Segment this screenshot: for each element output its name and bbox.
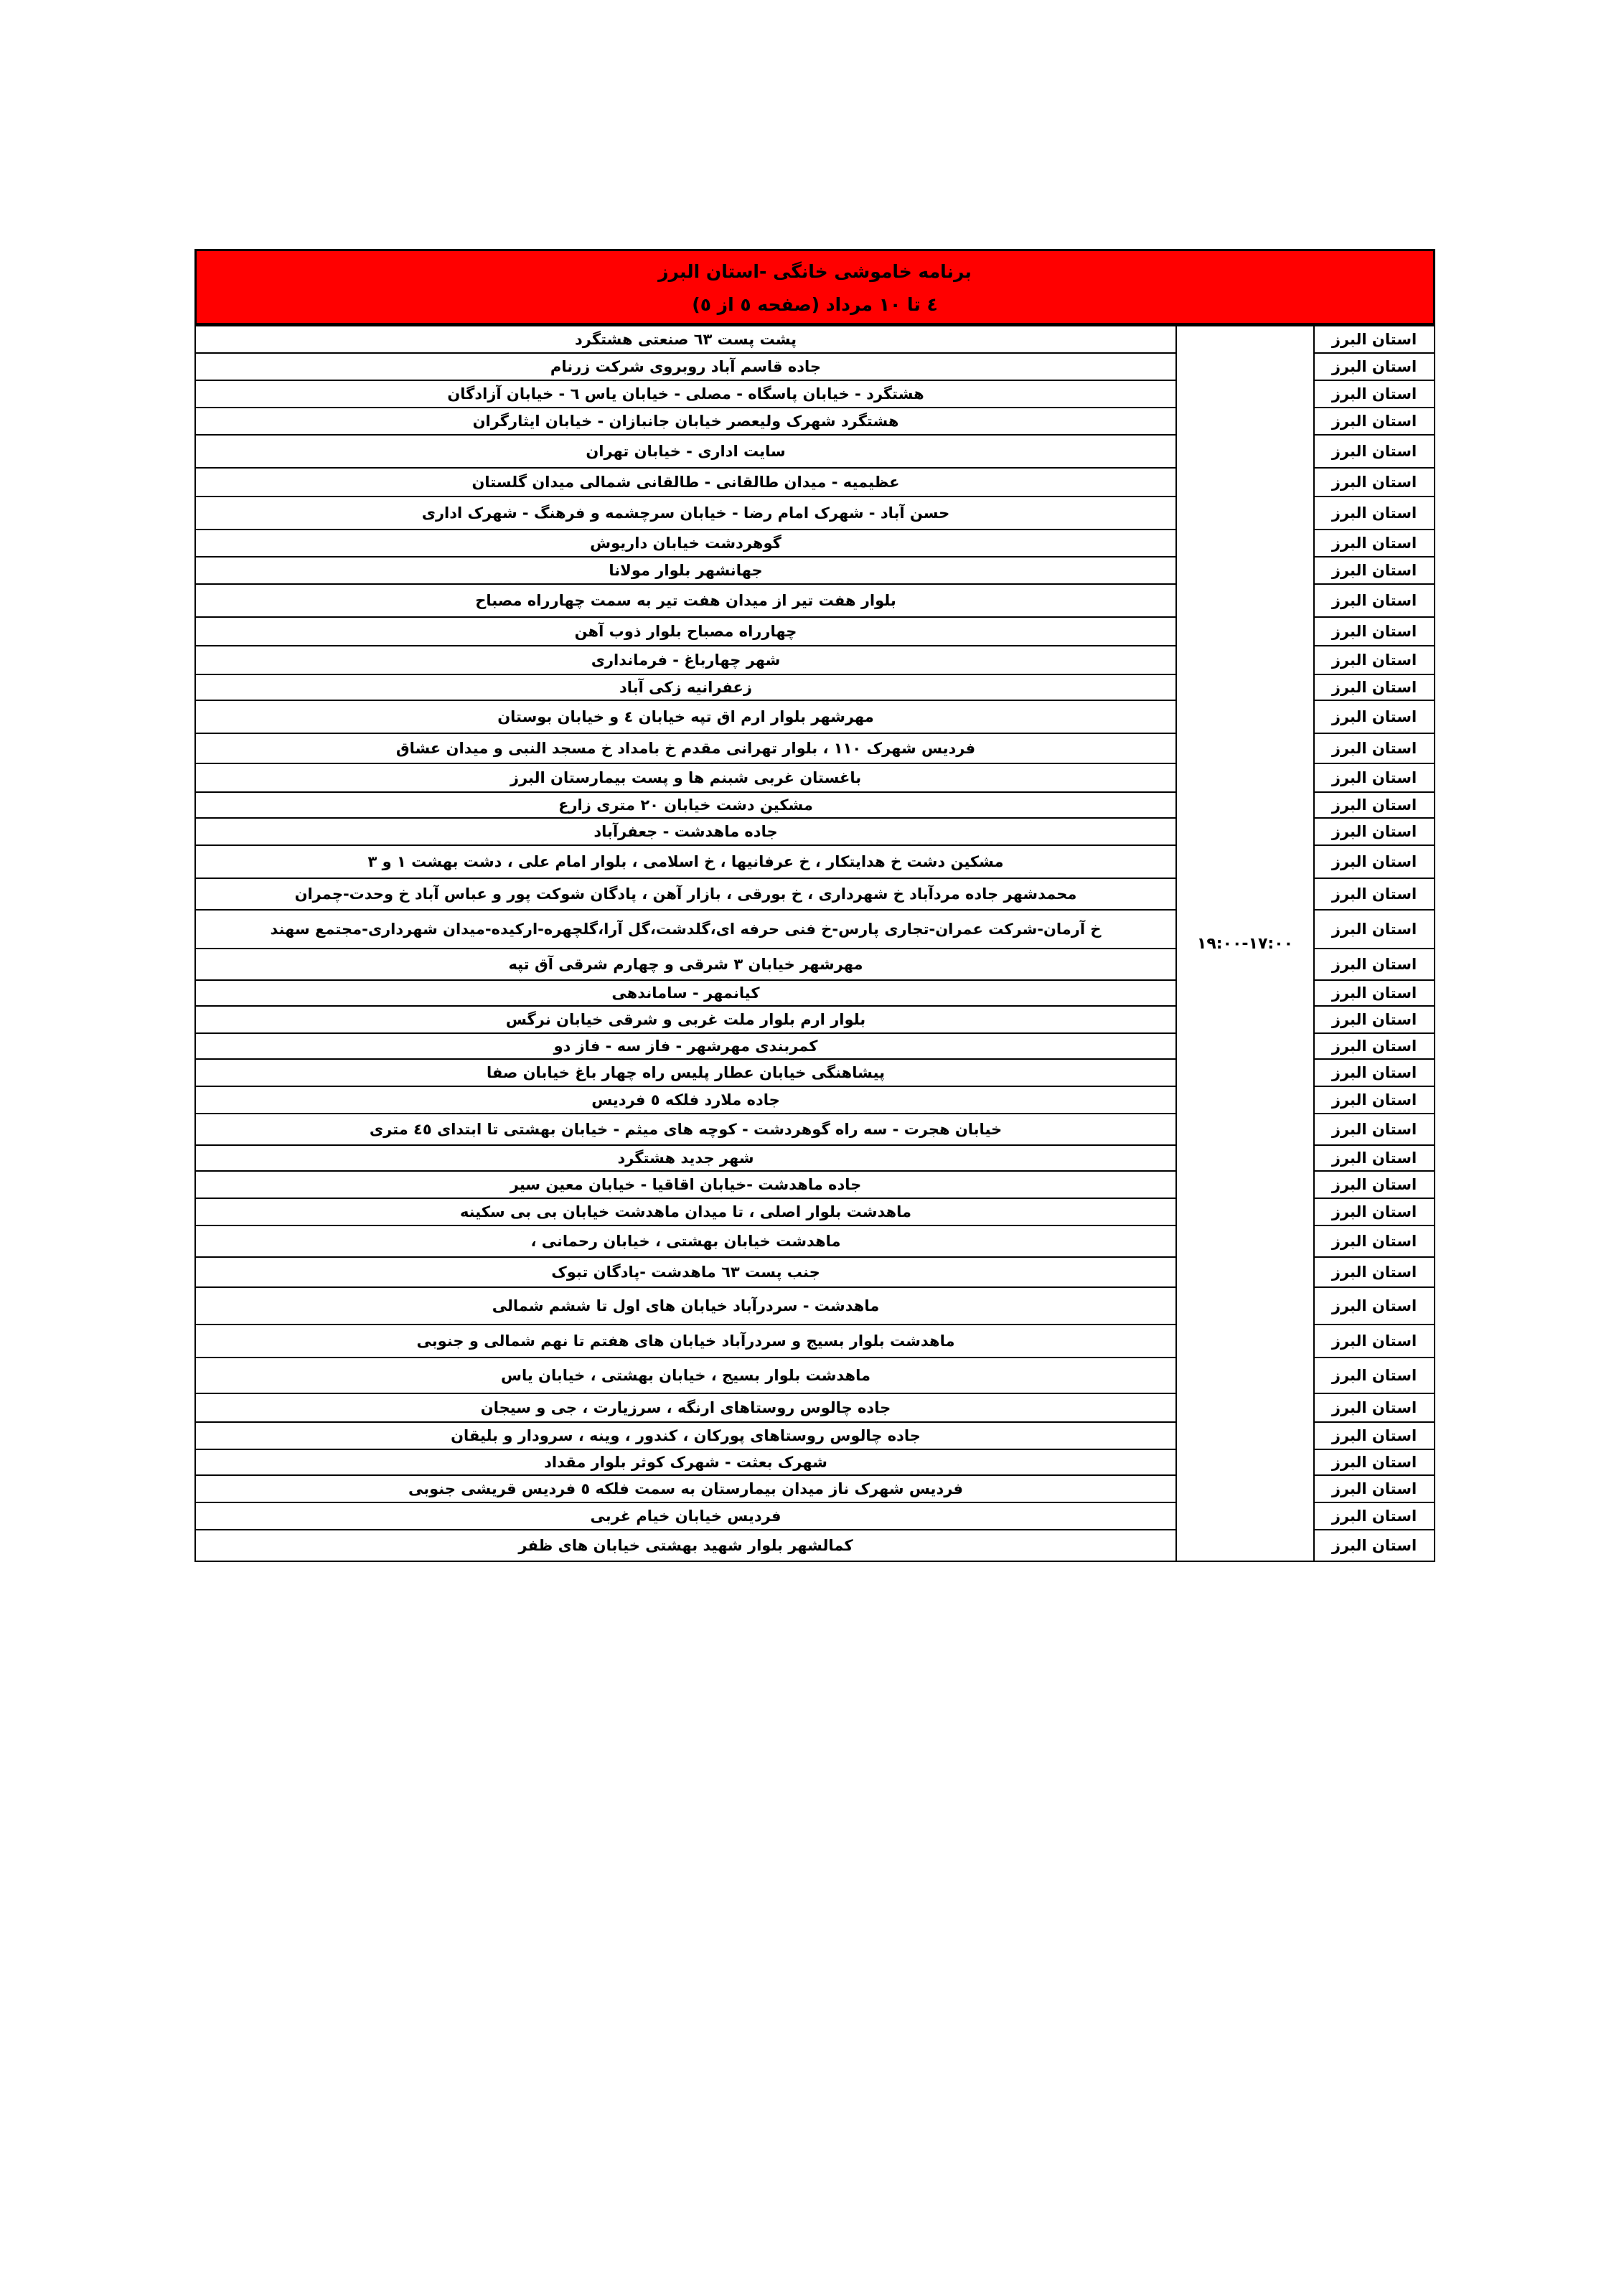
- area-cell: بلوار ارم بلوار ملت غربی و شرقی خیابان نرگس: [195, 1006, 1176, 1033]
- province-cell: استان البرز: [1314, 1006, 1435, 1033]
- province-cell: استان البرز: [1314, 1287, 1435, 1325]
- province-cell: استان البرز: [1314, 353, 1435, 380]
- area-cell: جاده چالوس روستاهای پورکان ، کندور ، وینه ، سرودار و بلیقان: [195, 1422, 1176, 1449]
- province-cell: استان البرز: [1314, 1325, 1435, 1358]
- area-cell: حسن آباد - شهرک امام رضا - خیابان سرچشمه و فرهنگ - شهرک اداری: [195, 497, 1176, 530]
- province-cell: استان البرز: [1314, 1225, 1435, 1257]
- area-cell: پیشاهنگی خیابان عطار پلیس راه چهار باغ خیابان صفا: [195, 1059, 1176, 1086]
- province-cell: استان البرز: [1314, 530, 1435, 557]
- province-cell: استان البرز: [1314, 674, 1435, 700]
- area-cell: مهرشهر خیابان ٣ شرقی و چهارم شرقی آق تپه: [195, 949, 1176, 980]
- province-cell: استان البرز: [1314, 1257, 1435, 1287]
- area-cell: باغستان غربی شبنم ها و پست بیمارستان البرز: [195, 763, 1176, 792]
- area-cell: محمدشهر جاده مردآباد خ شهرداری ، خ بورقی ، بازار آهن ، پادگان شوکت پور و عباس آباد خ وحدت-چمران: [195, 878, 1176, 910]
- province-cell: استان البرز: [1314, 1059, 1435, 1086]
- area-cell: جاده ماهدشت - جعفرآباد: [195, 818, 1176, 845]
- province-cell: استان البرز: [1314, 617, 1435, 646]
- province-cell: استان البرز: [1314, 845, 1435, 878]
- table-row: [195, 326, 1435, 353]
- schedule-subtitle: ٤ تا ١٠ مرداد (صفحه ٥ از ٥): [692, 294, 938, 315]
- province-cell: استان البرز: [1314, 910, 1435, 949]
- area-cell: مشکین دشت خیابان ٢٠ متری زارع: [195, 792, 1176, 818]
- province-cell: استان البرز: [1314, 1502, 1435, 1530]
- schedule-header: [194, 249, 1435, 325]
- area-cell: عظیمیه - میدان طالقانی - طالقانی شمالی میدان گلستان: [195, 468, 1176, 497]
- province-cell: استان البرز: [1314, 557, 1435, 584]
- area-cell: جاده ملارد فلکه ٥ فردیس: [195, 1086, 1176, 1114]
- province-cell: استان البرز: [1314, 1033, 1435, 1059]
- area-cell: ماهدشت بلوار اصلی ، تا میدان ماهدشت خیابان بی بی سکینه: [195, 1198, 1176, 1225]
- area-cell: ماهدشت - سردرآباد خیابان های اول تا ششم شمالی: [195, 1287, 1176, 1325]
- province-cell: استان البرز: [1314, 1198, 1435, 1225]
- province-cell: استان البرز: [1314, 818, 1435, 845]
- schedule-title: برنامه خاموشی خانگی -استان البرز: [658, 261, 972, 282]
- province-cell: استان البرز: [1314, 1145, 1435, 1171]
- area-cell: شهر جدید هشتگرد: [195, 1145, 1176, 1171]
- province-cell: استان البرز: [1314, 1114, 1435, 1145]
- province-cell: استان البرز: [1314, 763, 1435, 792]
- area-cell: هشتگرد شهرک ولیعصر خیابان جانبازان - خیابان ایثارگران: [195, 408, 1176, 435]
- area-cell: جاده قاسم آباد روبروی شرکت زرنام: [195, 353, 1176, 380]
- province-cell: استان البرز: [1314, 1393, 1435, 1422]
- province-cell: استان البرز: [1314, 792, 1435, 818]
- area-cell: کمربندی مهرشهر - فاز سه - فاز دو: [195, 1033, 1176, 1059]
- area-cell: زعفرانیه زکی آباد: [195, 674, 1176, 700]
- area-cell: شهر چهارباغ - فرمانداری: [195, 646, 1176, 674]
- province-cell: استان البرز: [1314, 1422, 1435, 1449]
- area-cell: جاده چالوس روستاهای ارنگه ، سرزیارت ، جی و سیجان: [195, 1393, 1176, 1422]
- area-cell: فردیس شهرک ناز میدان بیمارستان به سمت فلکه ٥ فردیس قریشی جنوبی: [195, 1475, 1176, 1502]
- area-cell: مهرشهر بلوار ارم اق تپه خیابان ٤ و خیابان بوستان: [195, 700, 1176, 733]
- area-cell: گوهردشت خیابان داریوش: [195, 530, 1176, 557]
- province-cell: استان البرز: [1314, 380, 1435, 408]
- area-cell: فردیس خیابان خیام غربی: [195, 1502, 1176, 1530]
- schedule-sheet: [194, 249, 1435, 1562]
- province-cell: استان البرز: [1314, 878, 1435, 910]
- province-cell: استان البرز: [1314, 1530, 1435, 1561]
- area-cell: چهارراه مصباح بلوار ذوب آهن: [195, 617, 1176, 646]
- area-cell: خیابان هجرت - سه راه گوهردشت - کوچه های میثم - خیابان بهشتی تا ابتدای ٤٥ متری: [195, 1114, 1176, 1145]
- province-cell: استان البرز: [1314, 497, 1435, 530]
- area-cell: ماهدشت خیابان بهشتی ، خیابان رحمانی ،: [195, 1225, 1176, 1257]
- area-cell: سایت اداری - خیابان تهران: [195, 435, 1176, 468]
- province-cell: استان البرز: [1314, 584, 1435, 617]
- area-cell: جاده ماهدشت -خیابان اقاقیا - خیابان معین سیر: [195, 1171, 1176, 1198]
- area-cell: کمالشهر بلوار شهید بهشتی خیابان های ظفر: [195, 1530, 1176, 1561]
- area-cell: کیانمهر - ساماندهی: [195, 980, 1176, 1006]
- province-cell: استان البرز: [1314, 1475, 1435, 1502]
- area-cell: خ آرمان-شرکت عمران-تجاری پارس-خ فنی حرفه ای،گلدشت،گل آرا،گلچهره-ارکیده-میدان شهرداری-مجتمع سهند: [195, 910, 1176, 949]
- area-cell: ماهدشت بلوار بسیج ، خیابان بهشتی ، خیابان یاس: [195, 1358, 1176, 1393]
- area-cell: جنب پست ٦٣ ماهدشت -پادگان تبوک: [195, 1257, 1176, 1287]
- province-cell: استان البرز: [1314, 468, 1435, 497]
- time-slot-cell: ١٧:٠٠-١٩:٠٠: [1176, 326, 1314, 1561]
- area-cell: جهانشهر بلوار مولانا: [195, 557, 1176, 584]
- province-cell: استان البرز: [1314, 646, 1435, 674]
- schedule-table: [194, 325, 1435, 1562]
- province-cell: استان البرز: [1314, 980, 1435, 1006]
- province-cell: استان البرز: [1314, 700, 1435, 733]
- province-cell: استان البرز: [1314, 435, 1435, 468]
- area-cell: فردیس شهرک ١١٠ ، بلوار تهرانی مقدم خ بامداد خ مسجد النبی و میدان عشاق: [195, 733, 1176, 763]
- area-cell: شهرک بعثت - شهرک کوثر بلوار مقداد: [195, 1449, 1176, 1475]
- province-cell: استان البرز: [1314, 1086, 1435, 1114]
- province-cell: استان البرز: [1314, 1449, 1435, 1475]
- area-cell: ماهدشت بلوار بسیج و سردرآباد خیابان های هفتم تا نهم شمالی و جنوبی: [195, 1325, 1176, 1358]
- area-cell: مشکین دشت خ هدایتکار ، خ عرفانیها ، خ اسلامی ، بلوار امام علی ، دشت بهشت ١ و ٣: [195, 845, 1176, 878]
- province-cell: استان البرز: [1314, 949, 1435, 980]
- province-cell: استان البرز: [1314, 326, 1435, 353]
- area-cell: هشتگرد - خیابان پاسگاه - مصلی - خیابان یاس ٦ - خیابان آزادگان: [195, 380, 1176, 408]
- province-cell: استان البرز: [1314, 1358, 1435, 1393]
- area-cell: بلوار هفت تیر از میدان هفت تیر به سمت چهارراه مصباح: [195, 584, 1176, 617]
- province-cell: استان البرز: [1314, 408, 1435, 435]
- province-cell: استان البرز: [1314, 1171, 1435, 1198]
- province-cell: استان البرز: [1314, 733, 1435, 763]
- area-cell: پشت پست ٦٣ صنعتی هشتگرد: [195, 326, 1176, 353]
